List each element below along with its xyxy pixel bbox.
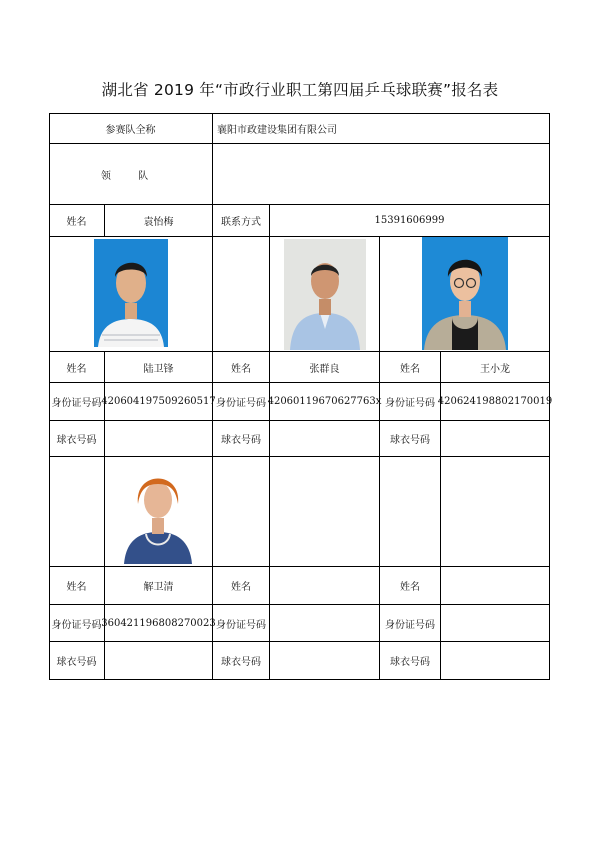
player5-jersey-label: 球衣号码 [213,642,270,680]
player-photo-male-older [284,239,366,350]
contact-label: 联系方式 [213,205,270,237]
player1-jersey [105,421,213,457]
player2-id: 42060119670627763x [270,383,380,421]
player4-jersey-label: 球衣号码 [49,642,105,680]
player1-name: 陆卫锋 [105,352,213,383]
player4-id-label: 身份证号码 [49,605,105,642]
player4-name-label: 姓名 [49,567,105,605]
player5-name-label: 姓名 [213,567,270,605]
player5-id-label: 身份证号码 [213,605,270,642]
player4-name: 解卫清 [105,567,213,605]
player-photo-female [122,460,194,564]
leader-value [213,144,550,205]
photo-cell-spacer-1 [213,237,270,352]
player1-id: 420604197509260517 [105,383,213,421]
player-photo-male-glasses [422,237,508,350]
player2-jersey-label: 球衣号码 [213,421,270,457]
leader-label: 领 队 [49,144,213,205]
photo-cell-5-left [213,457,270,567]
leader-name-value: 袁怡梅 [105,205,213,237]
player6-id-label: 身份证号码 [380,605,441,642]
player5-name [270,567,380,605]
registration-table [49,113,553,680]
player1-id-label: 身份证号码 [49,383,105,421]
player3-name: 王小龙 [441,352,550,383]
leader-name-label: 姓名 [49,205,105,237]
player2-id-label: 身份证号码 [213,383,270,421]
player6-jersey-label: 球衣号码 [380,642,441,680]
photo-cell-6 [441,457,550,567]
player1-name-label: 姓名 [49,352,105,383]
player6-name-label: 姓名 [380,567,441,605]
player3-name-label: 姓名 [380,352,441,383]
player4-id: 360421196808270023 [105,605,213,642]
player1-jersey-label: 球衣号码 [49,421,105,457]
player6-id [441,605,550,642]
player3-jersey [441,421,550,457]
player5-id [270,605,380,642]
player5-jersey [270,642,380,680]
photo-cell-6-left [380,457,441,567]
player-photo-male-young [94,239,168,347]
photo-cell-5 [270,457,380,567]
player2-name: 张群良 [270,352,380,383]
photo-cell-4-left [49,457,105,567]
player3-id-label: 身份证号码 [380,383,441,421]
player2-name-label: 姓名 [213,352,270,383]
player6-name [441,567,550,605]
team-full-name-label: 参赛队全称 [49,113,213,144]
player6-jersey [441,642,550,680]
team-full-name-value: 襄阳市政建设集团有限公司 [213,113,550,144]
contact-value: 15391606999 [270,205,550,237]
player2-jersey [270,421,380,457]
player3-jersey-label: 球衣号码 [380,421,441,457]
player4-jersey [105,642,213,680]
form-title: 湖北省 2019 年“市政行业职工第四届乒乓球联赛”报名表 [101,81,499,99]
player3-id: 420624198802170019 [441,383,550,421]
